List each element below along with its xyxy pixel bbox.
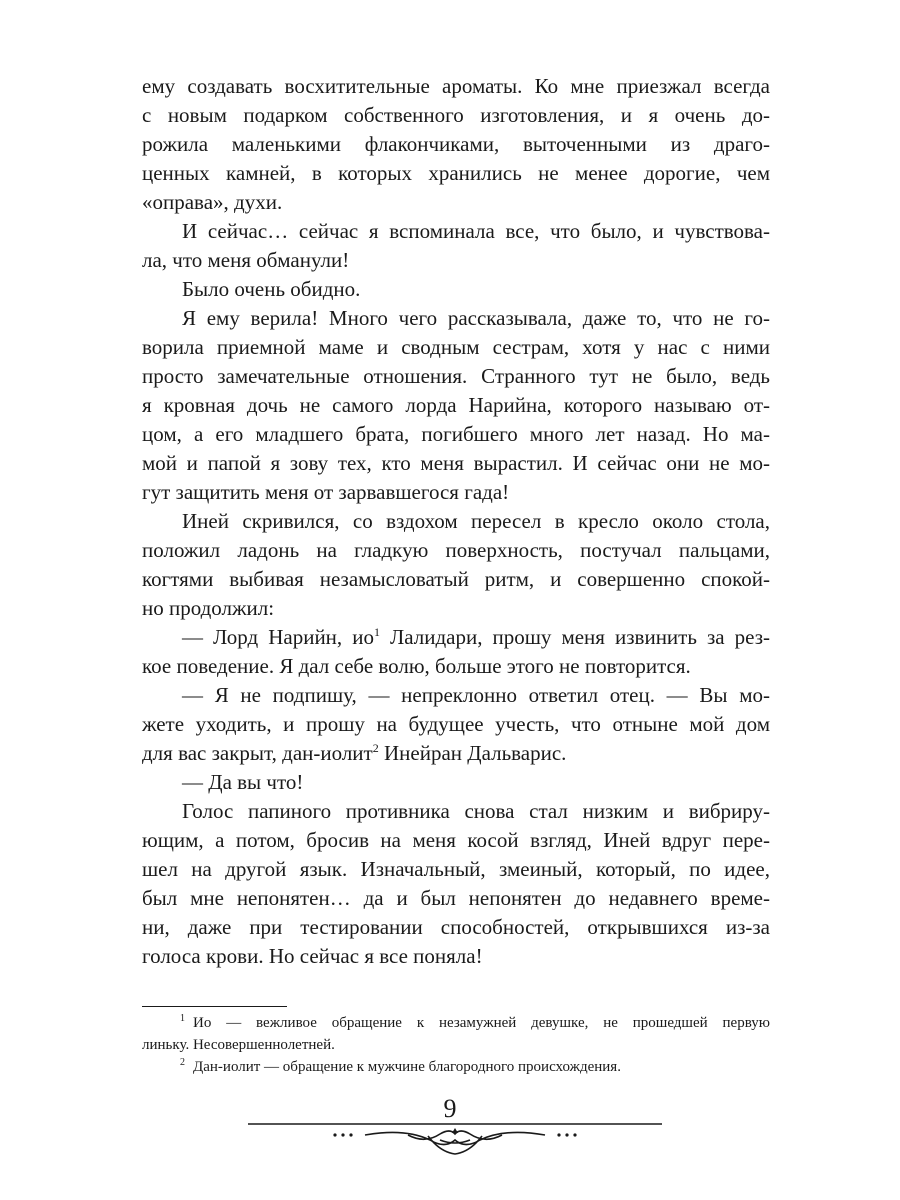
- text-line: цом, а его младшего брата, погибшего много лет назад. Но ма-: [142, 422, 770, 446]
- footnote-number: 2: [180, 1057, 185, 1068]
- text-line: Было очень обидно.: [182, 277, 361, 301]
- text-line: жете уходить, и прошу на будущее учесть, что отныне мой дом: [142, 712, 770, 736]
- text-line: мой и папой я зову тех, кто меня вырастил. И сейчас они не мо-: [142, 451, 770, 475]
- text-line: ющим, а потом, бросив на меня косой взгляд, Иней вдруг пере-: [142, 828, 770, 852]
- text-line: — Лорд Нарийн, $ио^1$ Лалидари, прошу меня извинить за рез-: [182, 625, 770, 649]
- text-line: рожила маленькими флакончиками, выточенными из драго-: [142, 132, 770, 156]
- footnote-line: линьку. Несовершеннолетней.: [142, 1037, 335, 1053]
- text-line: Я ему верила! Много чего рассказывала, даже то, что не го-: [182, 306, 770, 330]
- text-line: Голос папиного противника снова стал низким и вибриру-: [182, 799, 770, 823]
- text-line: с новым подарком собственного изготовления, и я очень до-: [142, 103, 770, 127]
- text-line: — Я не подпишу, — непреклонно ответил отец. — Вы мо-: [182, 683, 770, 707]
- text-line: ему создавать восхитительные ароматы. Ко мне приезжал всегда: [142, 74, 770, 98]
- text-line: когтями выбивая незамысловатый ритм, и совершенно спокой-: [142, 567, 770, 591]
- text-line: ла, что меня обманули!: [142, 248, 350, 272]
- page-ornament: [240, 1118, 670, 1158]
- text-line: для вас закрыт, дан-иолит$^2$ Инейран Дальварис.: [142, 741, 567, 765]
- footnote-marker: 2: [372, 741, 379, 755]
- text-line: шел на другой язык. Изначальный, змеиный, который, по идее,: [142, 857, 770, 881]
- text-line: голоса крови. Но сейчас я все поняла!: [142, 944, 483, 968]
- text-line: ценных камней, в которых хранились не менее дорогие, чем: [142, 161, 770, 185]
- footnote-line: $^2$ Дан-иолит — обращение к мужчине благородного происхождения.: [180, 1057, 621, 1075]
- text-line: кое поведение. Я дал себе волю, больше этого не повторится.: [142, 654, 691, 678]
- text-line: был мне непонятен… да и был непонятен до недавнего време-: [142, 886, 770, 910]
- footnote-divider: [142, 1006, 287, 1007]
- text-line: И сейчас… сейчас я вспоминала все, что было, и чувствова-: [182, 219, 770, 243]
- footnote-marker: 1: [373, 625, 380, 639]
- footnote-line: $^1$ Ио — вежливое обращение к незамужней девушке, не прошедшей первую: [180, 1013, 770, 1031]
- text-line: положил ладонь на гладкую поверхность, постучал пальцами,: [142, 538, 770, 562]
- text-line: — Да вы что!: [182, 770, 304, 794]
- text-line: просто замечательные отношения. Странного тут не было, ведь: [142, 364, 770, 388]
- text-line: Иней скривился, со вздохом пересел в кресло около стола,: [182, 509, 770, 533]
- footnotes: [142, 1012, 770, 1078]
- body-text: [142, 72, 770, 971]
- text-line: «оправа», духи.: [142, 190, 283, 214]
- text-line: гут защитить меня от зарвавшегося гада!: [142, 480, 510, 504]
- page-number: 9: [443, 1094, 457, 1123]
- text-line: но продолжил:: [142, 596, 275, 620]
- text-line: ворила приемной маме и сводным сестрам, хотя у нас с ними: [142, 335, 770, 359]
- text-line: я кровная дочь не самого лорда Нарийна, которого называю от-: [142, 393, 770, 417]
- text-line: ни, даже при тестировании способностей, открывшихся из-за: [142, 915, 770, 939]
- footnote-number: 1: [180, 1013, 185, 1024]
